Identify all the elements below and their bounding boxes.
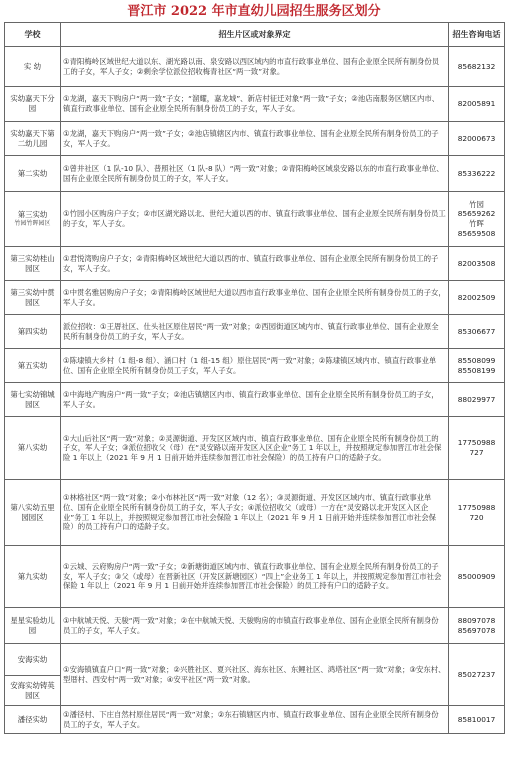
range-cell: ①龙湖，嘉天下购房户“两一致”子女；“溜耀，嘉龙城”、新店村征迁对象“两一致”子女；②池店南服务区辖区内市、镇直行政事业单位、国有企业原全民所有制身份员工的子女，军人子女。 [61,87,449,122]
range-cell: ①安海镇镇直户口“两一致”对象；②兴胜社区、夏兴社区、海东社区、东鲤社区、鸿塔社区“两一致”对象；③安东村、型厝村、西安村“两一致”对象；④安平社区“两一致”对象。 [61,644,449,706]
range-cell: ①潘径村、下庄自然村原住居民“两一致”对象；②东石镇辖区内市、镇直行政事业单位、国有企业原全民所有制身份员工的子女，军人子女。 [61,706,449,734]
phone-number: 17750988 [457,502,496,512]
school-name: 第二实幼 [17,168,48,178]
phone-number: 82002509 [457,292,496,302]
table-row [5,87,505,122]
school-cell [5,87,61,122]
range-cell: ①青阳梅岭区域世纪大道以东、湖光路以南、泉安路以西区域内的市直行政事业单位、国有企业原全民所有制身份员工的子女，军人子女；②剩余学位派位招收梅青社区“两一致”对象。 [61,47,449,87]
phone-cell [449,122,505,156]
range-cell: ①中贯名雅居购房户子女；②青阳梅岭区域世纪大道以西市直行政事业单位、国有企业原全民所有制身份员工的子女，军人子女。 [61,281,449,315]
school-name: 第七实幼锦城园区 [10,389,55,409]
table-row [5,192,505,247]
school-cell [5,644,61,676]
range-cell: ①云城、云府购房户“两一致”子女；②新塘街道区域内市、镇直行政事业单位、国有企业原全民所有制身份员工的子女，军人子女；③父（或母）在晋新社区（开发区新塘园区）“四上”企业务工 1 年以上，并按照规定参加晋江市社会保险 1 年以上（2021 年 9 月 1 日前开始并连续参加晋江市社会保险）的员工持有户口的适龄子女。 [61,546,449,608]
table-row [5,383,505,417]
table-row [5,608,505,644]
phone-number: 727 [469,448,484,457]
table-row [5,480,505,546]
school-cell [5,676,61,706]
table-row [5,349,505,383]
phone-number: 85697078 [457,625,496,635]
table-body [5,47,505,734]
school-name: 实幼嘉天下分园 [10,94,55,113]
table-row [5,281,505,315]
school-name: 星星实验幼儿园 [10,615,55,635]
school-name: 第三实幼中贯园区 [10,287,55,307]
table-row [5,315,505,349]
school-name: 实 幼 [23,61,42,71]
phone-number: 85659262 [457,209,496,219]
school-cell [5,608,61,644]
table-row [5,247,505,281]
phone-number: 82000673 [457,133,496,143]
school-cell [5,546,61,608]
phone-number: 85508199 [457,365,496,375]
phone-number: 85659508 [457,228,496,238]
table-row [5,47,505,87]
range-cell: ①龙湖，嘉天下购房户“两一致”子女；②池店镇辖区内市、镇直行政事业单位、国有企业原全民所有制身份员工的子女，军人子女。 [61,122,449,156]
phone-cell [449,644,505,706]
school-name: 第三实幼 [17,210,48,220]
phone-cell [449,87,505,122]
phone-number: 17750988 [457,438,496,448]
phone-number: 88097078 [457,615,496,625]
phone-cell [449,480,505,546]
school-name: 第五实幼 [17,360,48,370]
school-cell [5,706,61,734]
range-cell: ①竹园小区购房户子女；②市区湖光路以北、世纪大道以西的市、镇直行政事业单位、国有企业原全民所有制身份员工的子女，军人子女。 [61,192,449,247]
range-cell: ①曾井社区（1 队-10 队）、普照社区（1 队-8 队）“两一致”对象；②青阳梅岭区域泉安路以东的市直行政事业单位、国有企业原全民所有制身份员工的子女，军人子女。 [61,156,449,192]
phone-number: 竹晖 [469,219,484,228]
school-name: 潘径实幼 [17,714,48,724]
school-name: 第九实幼 [17,571,48,581]
table-row [5,546,505,608]
phone-number: 85027237 [457,669,496,679]
school-cell [5,281,61,315]
phone-cell [449,281,505,315]
school-cell [5,417,61,480]
range-cell: ①中海地产购房户“两一致”子女；②池店镇辖区内市、镇直行政事业单位、国有企业原全民所有制身份员工的子女，军人子女。 [61,383,449,417]
phone-number: 82003508 [457,258,496,268]
range-cell: ①陈埭镇大乡村（1 组-8 组）、涵口村（1 组-15 组）原住居民“两一致”对象；②陈埭镇区域内市、镇直行政事业单位、国有企业原全民所有制身份员工子女，军人子女。 [61,349,449,383]
school-subname: 竹园竹晖园区 [14,219,51,227]
school-name: 安海实幼铸英园区 [10,680,55,700]
phone-number: 85508099 [457,355,496,365]
table-row [5,644,505,676]
range-cell: ①中航城天悦、天骏“两一致”对象；②在中航城天悦、天骏购房的市镇直行政事业单位、国有企业原全民所有制身份员工的子女，军人子女。 [61,608,449,644]
table-row [5,706,505,734]
range-cell: 派位招收：①王厝社区、仕头社区原住居民“两一致”对象；②西园街道区域内市、镇直行政事业单位、国有企业原全民所有制身份员工的子女，军人子女。 [61,315,449,349]
table-header-row [5,23,505,47]
table-row [5,156,505,192]
table-row [5,417,505,480]
phone-cell [449,706,505,734]
phone-cell [449,383,505,417]
header-school: 学校 [5,23,61,47]
range-cell: ①林格社区“两一致”对象；②小布林社区“两一致”对象（12 名）；③灵源街道、开发区区域内市、镇直行政事业单位、国有企业原全民所有制身份员工的子女，军人子女；④派位招收父（或母）一方在“灵安路以北开发区入区企业”务工 1 年以上，并按照规定参加晋江市社会保险 1 年以上（2021 年 9 月 1 日前开始并连续参加晋江市社会保险）的员工持有户口的适龄子女。 [61,480,449,546]
school-cell [5,122,61,156]
header-range: 招生片区或对象界定 [61,23,449,47]
phone-cell [449,156,505,192]
school-cell [5,247,61,281]
phone-number: 竹园 [469,199,484,209]
phone-number: 85306677 [457,326,496,336]
range-cell: ①君悦湾购房户子女；②青阳梅岭区域世纪大道以西的市、镇直行政事业单位、国有企业原全民所有制身份员工的子女，军人子女。 [61,247,449,281]
phone-number: 85810017 [457,714,496,724]
phone-number: 82005891 [457,99,496,109]
school-cell [5,349,61,383]
enrollment-zone-table [4,22,505,734]
school-cell [5,156,61,192]
phone-cell [449,315,505,349]
school-cell [5,383,61,417]
phone-cell [449,608,505,644]
header-phone: 招生咨询电话 [449,23,505,47]
phone-cell [449,349,505,383]
school-name: 第三实幼桂山园区 [10,253,55,273]
phone-number: 85336222 [457,168,496,178]
school-name: 实幼嘉天下第二幼儿园 [10,128,55,148]
phone-cell [449,546,505,608]
phone-cell [449,192,505,247]
school-cell [5,192,61,247]
phone-number: 85000909 [457,571,496,581]
school-name: 第四实幼 [17,326,48,336]
document-title: 晋江市 2022 年市直幼儿园招生服务区划分 [127,4,381,19]
school-cell [5,47,61,87]
school-cell [5,315,61,349]
phone-number: 85682132 [457,61,496,71]
school-name: 第八实幼五里园园区 [10,502,55,522]
phone-cell [449,247,505,281]
phone-cell [449,47,505,87]
table-row [5,122,505,156]
range-cell: ①大山后社区“两一致”对象；②灵源街道、开发区区域内市、镇直行政事业单位、国有企业原全民所有制身份员工的子女，军人子女；③派位招收父（母）在“灵安路以南开发区入区企业”务工 1 年以上，并按照规定参加晋江市社会保险 1 年以上（2021 年 9 月 1 日前开始并连续参加晋江市社会保险）的员工持有户口的适龄子女。 [61,417,449,480]
phone-number: 720 [469,512,484,522]
school-cell [5,480,61,546]
phone-number: 88029977 [457,394,496,404]
phone-cell [449,417,505,480]
school-name: 安海实幼 [17,654,48,664]
school-name: 第八实幼 [17,443,48,453]
